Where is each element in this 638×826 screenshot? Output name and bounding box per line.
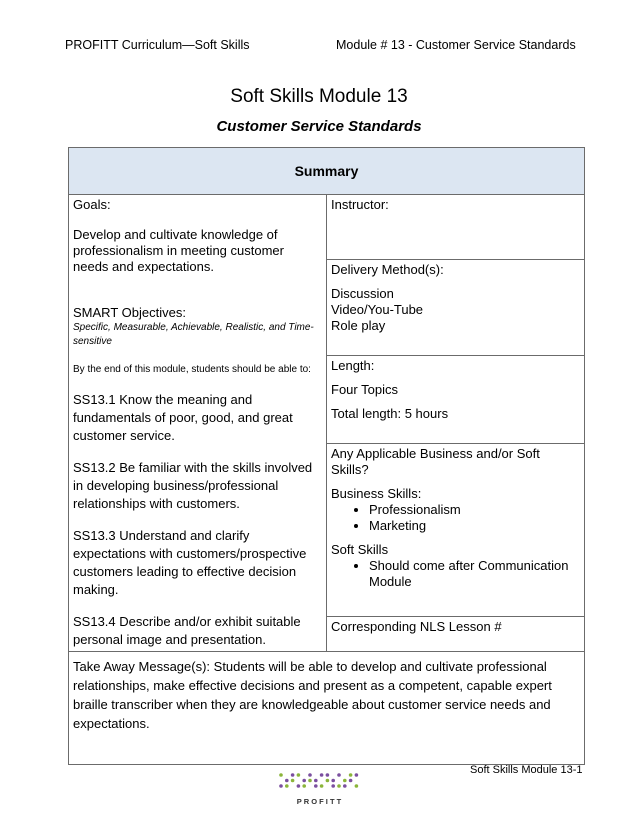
business-label: Business Skills: xyxy=(331,485,422,501)
logo-dot xyxy=(297,773,301,777)
logo-dot xyxy=(331,784,335,788)
business-list xyxy=(331,502,580,534)
delivery-item: Video/You-Tube xyxy=(331,302,424,317)
length-label: Length: xyxy=(331,358,375,374)
objective-item: SS13.2 Be familiar with the skills involved in developing business/professional relationships with customers. xyxy=(73,460,313,511)
delivery-label: Delivery Method(s): xyxy=(331,262,444,277)
logo-dot xyxy=(314,779,318,783)
logo-dot xyxy=(337,773,341,777)
braille-dots-icon xyxy=(279,773,358,788)
logo-dot xyxy=(314,784,318,788)
objective-item: SS13.4 Describe and/or exhibit suitable personal image and presentation. xyxy=(73,614,301,647)
logo-dot xyxy=(320,773,324,777)
page-subtitle: Customer Service Standards xyxy=(216,118,422,135)
business-item: • Professionalism xyxy=(369,502,580,518)
instructor-cell xyxy=(327,195,585,260)
logo-dot xyxy=(279,773,283,777)
summary-table xyxy=(68,147,585,765)
business-item: • Marketing xyxy=(369,518,580,534)
logo-dot xyxy=(349,779,353,783)
logo-dot xyxy=(326,779,330,783)
logo-dot xyxy=(355,773,359,777)
logo-text: P R O F I T T xyxy=(296,797,342,806)
objective-item: SS13.3 Understand and clarify expectations with customers/prospective customers leading to effective decision making. xyxy=(73,528,307,597)
objectives-intro: By the end of this module, students should be able to: xyxy=(73,364,311,375)
delivery-cell xyxy=(327,260,585,356)
summary-heading: Summary xyxy=(69,148,585,195)
logo-dot xyxy=(285,784,289,788)
header-left: PROFITT Curriculum—Soft Skills xyxy=(65,38,250,52)
logo-dot xyxy=(343,784,347,788)
logo-dot xyxy=(326,773,330,777)
logo-dot xyxy=(297,784,301,788)
instructor-label: Instructor: xyxy=(331,197,389,212)
smart-label: SMART Objectives: xyxy=(73,305,186,320)
length-cell xyxy=(327,356,585,443)
delivery-item: Role play xyxy=(331,318,386,333)
goals-cell xyxy=(69,195,327,652)
logo-dot xyxy=(285,779,289,783)
applicable-label: Any Applicable Business and/or Soft Skills? xyxy=(331,445,540,477)
delivery-item: Discussion xyxy=(331,286,394,301)
smart-subtitle: Specific, Measurable, Achievable, Realistic, and Time-sensitive xyxy=(73,322,314,347)
logo-dot xyxy=(279,784,283,788)
length-total: Total length: 5 hours xyxy=(331,406,449,422)
soft-label: Soft Skills xyxy=(331,541,389,557)
logo-dot xyxy=(308,773,312,777)
logo-dot xyxy=(291,779,295,783)
logo-dot xyxy=(308,779,312,783)
logo-dot xyxy=(302,779,306,783)
nls-cell xyxy=(327,616,585,651)
goals-text: Develop and cultivate knowledge of professionalism in meeting customer needs and expectations. xyxy=(73,227,284,274)
profitt-logo xyxy=(275,771,363,807)
objective-item: SS13.1 Know the meaning and fundamentals of poor, good, and great customer service. xyxy=(73,392,293,443)
header-right: Module # 13 - Customer Service Standards xyxy=(336,38,576,52)
takeaway-cell: Take Away Message(s): Students will be able to develop and cultivate professional relationships, make effective decisions and present as a competent, capable expert braille transcriber when they are knowledgeable about customer service needs and expectations. xyxy=(69,652,585,765)
page-title: Soft Skills Module 13 xyxy=(230,86,408,107)
soft-list xyxy=(331,558,580,590)
nls-label: Corresponding NLS Lesson # xyxy=(331,618,502,634)
logo-dot xyxy=(320,784,324,788)
page-footer: Soft Skills Module 13-1 xyxy=(470,764,583,776)
logo-dot xyxy=(349,773,353,777)
logo-dot xyxy=(343,779,347,783)
logo-dot xyxy=(291,773,295,777)
logo-dot xyxy=(302,784,306,788)
logo-dot xyxy=(355,784,359,788)
logo-dot xyxy=(337,784,341,788)
goals-label: Goals: xyxy=(73,197,111,212)
skills-cell xyxy=(327,443,585,616)
soft-item: • Should come after Communication Module xyxy=(369,558,580,590)
length-topics: Four Topics xyxy=(331,382,398,398)
logo-dot xyxy=(331,779,335,783)
